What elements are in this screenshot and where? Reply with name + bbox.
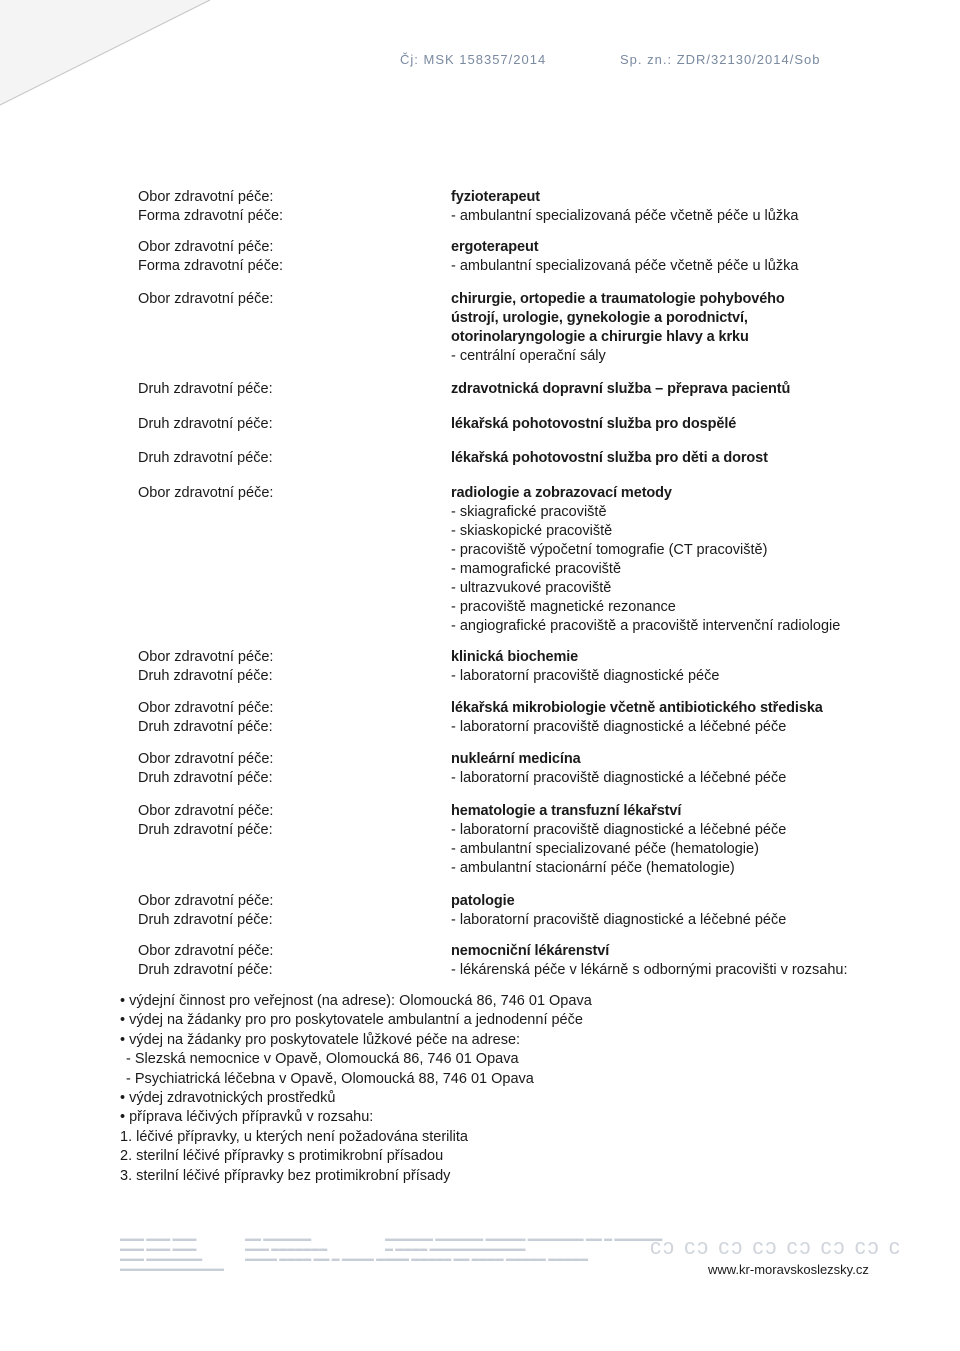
section-row	[138, 238, 898, 276]
section-title: lékařská pohotovostní služba pro děti a dorost	[451, 450, 768, 466]
section-line: - laboratorní pracoviště diagnostické péče	[451, 668, 720, 684]
section-title: chirurgie, ortopedie a traumatologie pohybového	[451, 291, 785, 307]
section-title: hematologie a transfuzní lékařství	[451, 803, 682, 819]
list-item: • výdej na žádanky pro poskytovatele lůžkové péče na adrese:	[120, 1031, 521, 1048]
section-title: patologie	[451, 893, 515, 909]
field-label: Druh zdravotní péče:	[138, 450, 273, 466]
field-label: Druh zdravotní péče:	[138, 770, 273, 786]
list-item: • výdej zdravotnických prostředků	[120, 1090, 336, 1107]
list-item: 2. sterilní léčivé přípravky s protimikrobní přísadou	[120, 1148, 444, 1165]
section-row	[138, 892, 898, 930]
section-line: - laboratorní pracoviště diagnostické a léčebné péče	[451, 912, 787, 928]
section-line: - ambulantní specializované péče (hematologie)	[451, 841, 759, 857]
section-row	[138, 699, 898, 737]
section-row	[138, 484, 898, 636]
section-title-cont: ústrojí, urologie, gynekologie a porodnictví,	[451, 310, 748, 326]
field-label: Druh zdravotní péče:	[138, 381, 273, 397]
section-line: - pracoviště magnetické rezonance	[451, 599, 676, 615]
section-title: ergoterapeut	[451, 239, 539, 255]
section-title: klinická biochemie	[451, 649, 579, 665]
field-label: Obor zdravotní péče:	[138, 239, 274, 255]
list-item: • výdej na žádanky pro pro poskytovatele ambulantní a jednodenní péče	[120, 1012, 583, 1029]
section-line: - laboratorní pracoviště diagnostické a léčebné péče	[451, 770, 787, 786]
file-number: Sp. zn.: ZDR/32130/2014/Sob	[620, 52, 821, 67]
section-title: fyzioterapeut	[451, 189, 540, 205]
list-item: • příprava léčivých přípravků v rozsahu:	[120, 1109, 374, 1126]
section-line: - angiografické pracoviště a pracoviště intervenční radiologie	[451, 618, 841, 634]
footer-id-block: ▬▬ ▬▬▬▬▬▬ ▬▬▬ ▬▬▬▬▬▬▬ ▬▬▬▬ ▬▬▬▬ ▬▬ ▬ ▬▬▬▬ ▬▬▬▬	[245, 1234, 409, 1263]
field-label: Obor zdravotní péče:	[138, 485, 274, 501]
section-row	[138, 415, 898, 434]
section-row	[138, 188, 898, 226]
field-label: Obor zdravotní péče:	[138, 700, 274, 716]
section-line: - mamografické pracoviště	[451, 561, 622, 577]
section-row	[138, 648, 898, 686]
section-row	[138, 802, 898, 878]
field-label: Forma zdravotní péče:	[138, 258, 284, 274]
section-title: radiologie a zobrazovací metody	[451, 485, 672, 501]
section-title: nukleární medicína	[451, 751, 581, 767]
field-label: Forma zdravotní péče:	[138, 208, 284, 224]
section-row	[138, 449, 898, 468]
footer-bank-block: ▬▬▬▬▬▬ ▬▬▬▬▬▬ ▬▬▬▬▬ ▬▬▬▬▬▬▬ ▬▬ ▬ ▬▬▬▬▬▬ ▬ ▬▬▬▬ ▬▬▬▬▬▬▬▬▬▬▬▬ ▬▬▬ ▬▬▬▬▬ ▬▬ ▬▬▬▬ ▬▬▬▬▬ ▬▬▬▬▬	[385, 1234, 663, 1263]
reference-number: Čj: MSK 158357/2014	[400, 52, 547, 67]
field-label: Obor zdravotní péče:	[138, 751, 274, 767]
website-link[interactable]: www.kr-moravskoslezsky.cz	[708, 1262, 869, 1277]
section-line: - ambulantní specializovaná péče včetně péče u lůžka	[451, 258, 799, 274]
list-item: - Slezská nemocnice v Opavě, Olomoucká 86, 746 01 Opava	[126, 1051, 519, 1068]
field-label: Druh zdravotní péče:	[138, 668, 273, 684]
section-line: - pracoviště výpočetní tomografie (CT pracoviště)	[451, 542, 768, 558]
section-title-cont: otorinolaryngologie a chirurgie hlavy a krku	[451, 329, 749, 345]
section-line: - skiagrafické pracoviště	[451, 504, 607, 520]
section-line: - skiaskopické pracoviště	[451, 523, 613, 539]
field-label: Obor zdravotní péče:	[138, 943, 274, 959]
decorative-ornament-row: ᴄᴐ ᴄᴐ ᴄᴐ ᴄᴐ ᴄᴐ ᴄᴐ ᴄᴐ ᴄ	[650, 1234, 902, 1259]
field-label: Druh zdravotní péče:	[138, 962, 273, 978]
list-item: - Psychiatrická léčebna v Opavě, Olomoucká 88, 746 01 Opava	[126, 1070, 534, 1087]
section-line: - lékárenská péče v lékárně s odbornými pracovišti v rozsahu:	[451, 962, 848, 978]
field-label: Obor zdravotní péče:	[138, 189, 274, 205]
pharmacy-scope-list	[120, 992, 592, 1186]
section-row	[138, 750, 898, 788]
field-label: Obor zdravotní péče:	[138, 803, 274, 819]
section-line: - laboratorní pracoviště diagnostické a léčebné péče	[451, 822, 787, 838]
section-title: lékařská mikrobiologie včetně antibiotického střediska	[451, 700, 823, 716]
section-title: zdravotnická dopravní služba – přeprava pacientů	[451, 381, 791, 397]
folded-corner-mark	[0, 0, 220, 110]
section-line: - ultrazvukové pracoviště	[451, 580, 612, 596]
field-label: Druh zdravotní péče:	[138, 416, 273, 432]
section-line: - laboratorní pracoviště diagnostické a léčebné péče	[451, 719, 787, 735]
section-title: nemocniční lékárenství	[451, 943, 610, 959]
field-label: Obor zdravotní péče:	[138, 649, 274, 665]
list-item: 3. sterilní léčivé přípravky bez protimikrobní přísady	[120, 1167, 451, 1184]
section-line: - centrální operační sály	[451, 348, 606, 364]
field-label: Obor zdravotní péče:	[138, 893, 274, 909]
footer-contact-block: ▬▬▬ ▬▬▬ ▬▬▬ ▬▬▬ ▬▬▬ ▬▬▬ ▬▬▬ ▬▬▬▬▬▬▬ ▬▬▬▬▬▬▬▬▬▬▬▬▬	[120, 1234, 224, 1273]
section-line: - ambulantní specializovaná péče včetně péče u lůžka	[451, 208, 799, 224]
section-line: - ambulantní stacionární péče (hematologie)	[451, 860, 735, 876]
section-row	[138, 942, 898, 980]
section-row	[138, 290, 898, 366]
field-label: Obor zdravotní péče:	[138, 291, 274, 307]
field-label: Druh zdravotní péče:	[138, 719, 273, 735]
field-label: Druh zdravotní péče:	[138, 912, 273, 928]
section-title: lékařská pohotovostní služba pro dospělé	[451, 416, 737, 432]
section-row	[138, 380, 898, 399]
field-label: Druh zdravotní péče:	[138, 822, 273, 838]
list-item: • výdejní činnost pro veřejnost (na adrese): Olomoucká 86, 746 01 Opava	[120, 993, 592, 1009]
list-item: 1. léčivé přípravky, u kterých není požadována sterilita	[120, 1128, 468, 1145]
